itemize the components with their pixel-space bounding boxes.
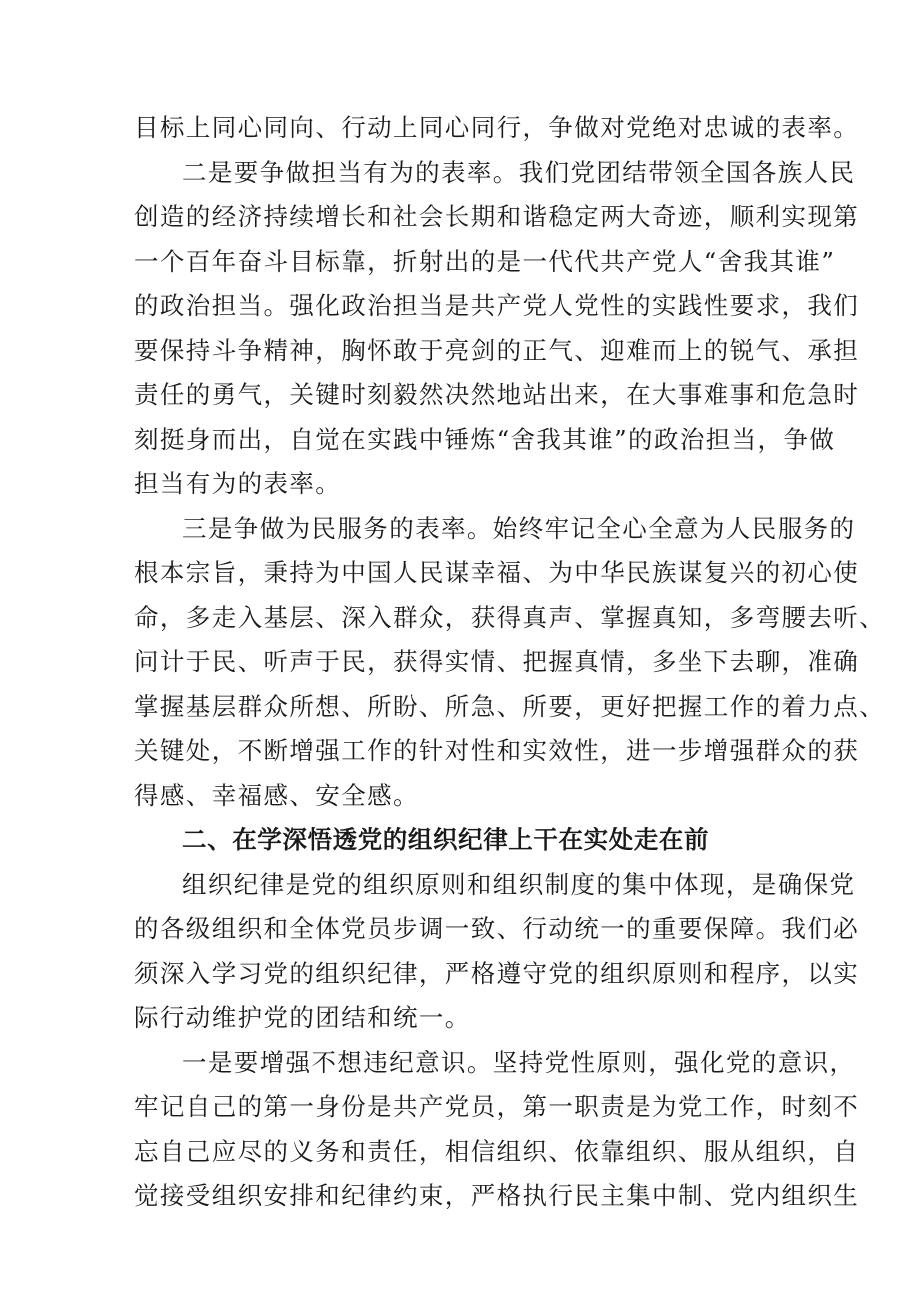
text-line: 忘自己应尽的义务和责任，相信组织、依靠组织、服从组织，自 [134,1136,860,1166]
para-discipline-awareness [134,1041,860,1219]
text-line: 关键处，不断增强工作的针对性和实效性，进一步增强群众的获 [134,736,860,765]
text-line: 刻挺身而出，自觉在实践中锤炼“舍我其谁”的政治担当，争做 [134,424,836,454]
para-serve-people [134,507,886,819]
text-line: 三是争做为民服务的表率。始终牢记全心全意为人民服务的 [182,513,856,543]
text-line: 二是要争做担当有为的表率。我们党团结带领全国各族人民 [182,157,856,187]
text-line: 的各级组织和全体党员步调一致、行动统一的重要保障。我们必 [134,914,860,943]
text-line: 目标上同心同向、行动上同心同行，争做对党绝对忠诚的表率。 [134,113,860,142]
text-line: 问计于民、听声于民，获得实情、把握真情，多坐下去聊，准确 [134,647,860,676]
text-line: 牢记自己的第一身份是共产党员，第一职责是为党工作，时刻不 [134,1092,860,1121]
text-line: 须深入学习党的组织纪律，严格遵守党的组织原则和程序，以实 [134,958,860,988]
text-line: 担当有为的表率。 [134,469,342,498]
text-line: 际行动维护党的团结和统一。 [134,1003,471,1032]
text-line: 创造的经济持续增长和社会长期和谐稳定两大奇迹，顺利实现第 [134,202,860,231]
text-line: 一个百年奋斗目标靠，折射出的是一代代共产党人“舍我其谁” [134,246,836,276]
para-loyalty-tail [134,106,860,151]
section-heading: 二、在学深悟透党的组织纪律上干在实处走在前 [182,825,710,854]
text-line: 命，多走入基层、深入群众，获得真声、掌握真知，多弯腰去听、 [134,602,886,632]
text-line: 一是要增强不想违纪意识。坚持党性原则，强化党的意识， [182,1047,856,1077]
document-body-before-heading [134,106,886,818]
text-line: 觉接受组织安排和纪律约束，严格执行民主集中制、党内组织生 [134,1181,860,1210]
document-body-after-heading [134,863,860,1219]
text-line: 得感、幸福感、安全感。 [134,780,419,810]
text-line: 的政治担当。强化政治担当是共产党人党性的实践性要求，我们 [134,291,860,320]
text-line: 要保持斗争精神，胸怀敢于亮剑的正气、迎难而上的锐气、承担 [134,335,860,365]
text-line: 组织纪律是党的组织原则和组织制度的集中体现，是确保党 [182,869,856,899]
para-responsibility [134,151,860,507]
text-line: 根本宗旨，秉持为中国人民谋幸福、为中华民族谋复兴的初心使 [134,558,860,587]
text-line: 掌握基层群众所想、所盼、所急、所要，更好把握工作的着力点、 [134,691,886,721]
document-page [134,106,886,1219]
text-line: 责任的勇气，关键时刻毅然决然地站出来，在大事难事和危急时 [134,380,860,409]
para-org-discipline [134,863,860,1041]
